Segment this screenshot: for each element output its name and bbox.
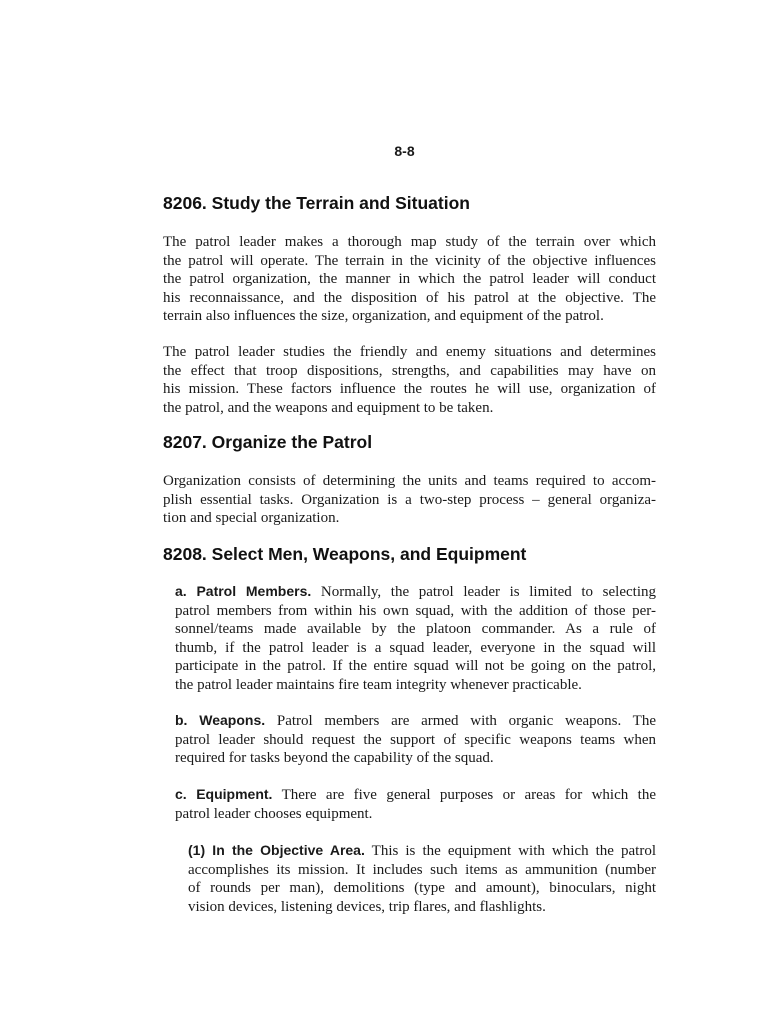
text-line: the patrol leader maintains fire team integrity whenever practicable. bbox=[175, 676, 582, 693]
text-line: Organization consists of determining the units and teams required to accom- bbox=[163, 473, 656, 489]
section-heading-8206: 8206. Study the Terrain and Situation bbox=[163, 193, 470, 213]
subsection-lead: (1) In the Objective Area. bbox=[188, 842, 365, 858]
text-line: There are five general purposes or areas for which the bbox=[272, 787, 656, 803]
text-line: vision devices, listening devices, trip flares, and flashlights. bbox=[188, 898, 546, 915]
text-line: plish essential tasks. Organization is a two-step process – general organiza- bbox=[163, 491, 656, 508]
subsection-objective-area bbox=[188, 842, 656, 916]
paragraph-situation bbox=[163, 343, 656, 417]
text-line: The patrol leader makes a thorough map study of the terrain over which bbox=[163, 234, 656, 250]
text-line: patrol members from within his own squad, with the addition of those per- bbox=[175, 602, 656, 619]
section-heading-8207: 8207. Organize the Patrol bbox=[163, 432, 373, 452]
text-line: his mission. These factors influence the routes he will use, organization of bbox=[163, 381, 656, 398]
text-line: the patrol, and the weapons and equipment to be taken. bbox=[163, 399, 494, 416]
text-line: participate in the patrol. If the entire squad will not be going on the patrol, bbox=[175, 658, 656, 675]
subsection-patrol-members bbox=[175, 583, 656, 695]
text-line: This is the equipment with which the patrol bbox=[364, 843, 657, 859]
text-line: Patrol members are armed with organic weapons. The bbox=[265, 713, 657, 729]
text-line: the patrol organization, the manner in which the patrol leader will conduct bbox=[163, 271, 656, 288]
text-line: the patrol will operate. The terrain in the vicinity of the objective influences bbox=[163, 252, 656, 269]
subsection-weapons bbox=[175, 712, 656, 768]
text-line: sonnel/teams made available by the platoon commander. As a rule of bbox=[175, 621, 656, 638]
section-heading-8208: 8208. Select Men, Weapons, and Equipment bbox=[163, 544, 527, 564]
subsection-equipment bbox=[175, 786, 656, 823]
text-line: patrol leader chooses equipment. bbox=[175, 805, 373, 822]
text-line: the effect that troop dispositions, strengths, and capabilities may have on bbox=[163, 362, 656, 379]
text-line: required for tasks beyond the capability of the squad. bbox=[175, 750, 494, 767]
paragraph-organize bbox=[163, 472, 656, 528]
text-line: accomplishes its mission. It includes such items as ammunition (number bbox=[188, 861, 656, 878]
page-number: 8-8 bbox=[394, 143, 415, 159]
subsection-lead: a. Patrol Members. bbox=[175, 583, 312, 599]
text-line: Normally, the patrol leader is limited to selecting bbox=[311, 584, 656, 600]
text-line: thumb, if the patrol leader is a squad leader, everyone in the squad will bbox=[175, 639, 656, 656]
text-line: his reconnaissance, and the disposition of his patrol at the objective. The bbox=[163, 289, 656, 306]
subsection-lead: b. Weapons. bbox=[175, 712, 266, 728]
text-line: patrol leader should request the support of specific weapons teams when bbox=[175, 731, 656, 748]
text-line: terrain also influences the size, organization, and equipment of the patrol. bbox=[163, 308, 604, 325]
text-line: The patrol leader studies the friendly and enemy situations and determines bbox=[163, 344, 656, 360]
subsection-lead: c. Equipment. bbox=[175, 786, 273, 802]
paragraph-terrain bbox=[163, 233, 656, 326]
text-line: tion and special organization. bbox=[163, 510, 340, 527]
text-line: of rounds per man), demolitions (type and amount), binoculars, night bbox=[188, 880, 656, 897]
